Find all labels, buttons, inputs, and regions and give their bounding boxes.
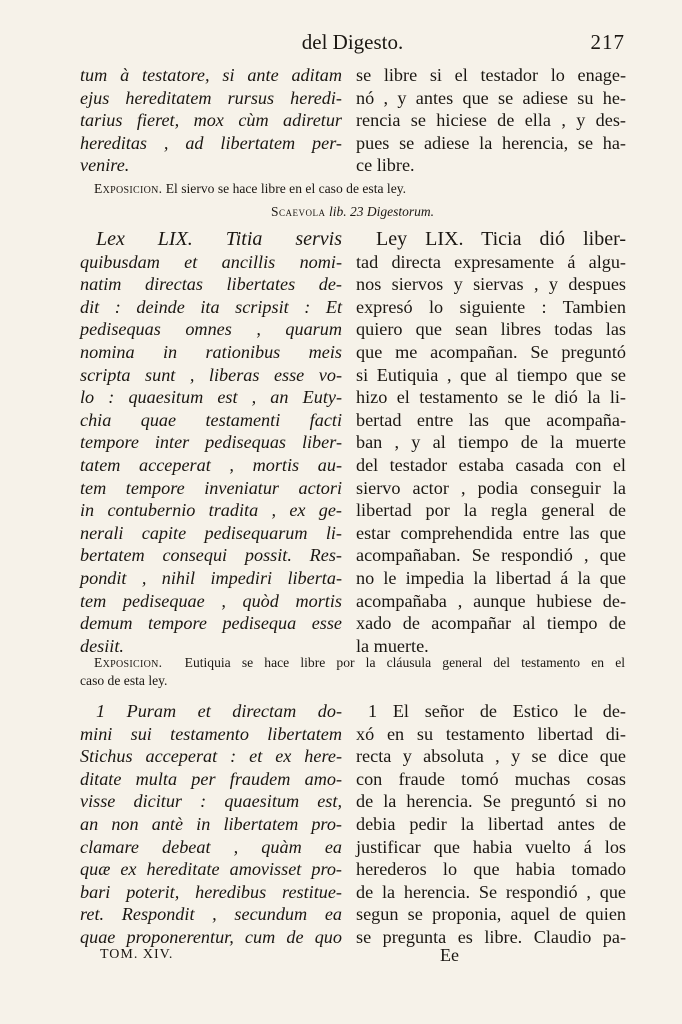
latin-line: nomina in rationibus meis (80, 341, 342, 362)
spanish-line: recta y absoluta , y se dice que (356, 746, 626, 767)
spanish-line: pues se adiese la herencia, se ha- (356, 132, 626, 153)
source-ref: lib. 23 (328, 204, 364, 219)
spanish-line: con fraude tomó muchas cosas (356, 768, 626, 789)
spanish-column-paragraph-1 (356, 700, 626, 949)
latin-line: ditate multa per fraudem amo- (80, 768, 342, 789)
latin-line: ejus hereditatem rursus heredi- (80, 87, 342, 108)
spanish-line: tad directa expresamente á algu- (356, 251, 626, 272)
spanish-line: estar comprehendida entre las que (356, 522, 626, 543)
spanish-line: la muerte. (356, 635, 429, 656)
exposicion-text-continued: caso de esta ley. (80, 673, 168, 688)
page-number: 217 (590, 30, 625, 54)
latin-line: natim directas libertates de- (80, 274, 342, 295)
exposicion-text: Eutiquia se hace libre por la cláusula general del testamento en el (184, 655, 626, 670)
signature-mark: Ee (440, 945, 459, 965)
exposicion-line (80, 654, 625, 672)
latin-line: lo : quaesitum est , an Euty- (80, 387, 342, 408)
latin-line: tatem acceperat , mortis au- (80, 454, 342, 475)
latin-line: Lex LIX. Titia servis (96, 228, 342, 250)
latin-line: pedisequas omnes , quarum (80, 319, 342, 340)
latin-line: bari poterit, heredibus restitue- (80, 881, 342, 902)
exposicion-text: El siervo se hace libre en el caso de esta ley. (165, 181, 407, 196)
spanish-line: debia pedir la libertad antes de (356, 813, 626, 834)
spanish-line: bertad entre las que acompaña- (356, 409, 626, 430)
source-citation (80, 204, 625, 220)
latin-line: pondit , nihil impediri liberta- (80, 567, 342, 588)
spanish-line: no le impedia la libertad á la que (356, 567, 626, 588)
spanish-line: Ley LIX. Ticia dió liber- (376, 228, 626, 250)
spanish-line: acompañaba , aunque hubiese de- (356, 590, 626, 611)
latin-line: visse dicitur : quaesitum est, (80, 791, 342, 812)
spanish-line: hizo el testamento se le dió la li- (356, 387, 626, 408)
latin-line: mini sui testamento libertatem (80, 723, 342, 744)
spanish-line: si Eutiquia , que al tiempo que se (356, 364, 626, 385)
latin-line: demum tempore pedisequa esse (80, 613, 342, 634)
spanish-line: que me acompañan. Se preguntó (356, 341, 626, 362)
exposicion-label: Exposicion. (94, 181, 163, 196)
spanish-line: se libre si el testador lo enage- (356, 65, 626, 85)
spanish-line: xó en su testamento libertad di- (356, 723, 626, 744)
spanish-column-ley-59 (356, 228, 626, 657)
latin-column-paragraph-1 (80, 700, 342, 949)
spanish-line: del testador estaba casada con el (356, 454, 626, 475)
latin-line: tum à testatore, si ante aditam (80, 65, 342, 85)
latin-line: an non antè in libertatem pro- (80, 813, 342, 834)
exposicion-note-1 (80, 180, 639, 198)
spanish-line: nó , y antes que se adiese su he- (356, 87, 626, 108)
latin-line: dit : deinde ita scripsit : Et (80, 296, 342, 317)
spanish-column-block1 (356, 64, 626, 177)
spanish-line: quiero que sean libres todas las (356, 319, 626, 340)
running-header (80, 30, 625, 58)
latin-line: Stichus acceperat : et ex here- (80, 746, 342, 767)
source-work: Digestorum. (366, 204, 434, 219)
exposicion-note-2 (80, 654, 625, 690)
latin-line: venire. (80, 155, 130, 176)
spanish-line: se pregunta es libre. Claudio pa- (356, 926, 626, 947)
running-title: del Digesto. (301, 30, 404, 54)
latin-line: quibusdam et ancillis nomi- (80, 251, 342, 272)
spanish-line: xado de acompañar al tiempo de (356, 613, 626, 634)
latin-line: desiit. (80, 635, 124, 656)
exposicion-label: Exposicion. (94, 655, 163, 670)
latin-line: quæ ex hereditate amovisset pro- (80, 859, 342, 880)
spanish-line: siervo actor , podia conseguir la (356, 477, 626, 498)
latin-column-lex-59 (80, 228, 342, 657)
spanish-line: ce libre. (356, 155, 415, 176)
latin-line: quae proponerentur, cum de quo (80, 926, 342, 947)
latin-line: tempore inter pedisequas liber- (80, 432, 342, 453)
spanish-line: 1 El señor de Estico le de- (368, 701, 626, 721)
latin-line: scripta sunt , liberas esse vo- (80, 364, 342, 385)
latin-line: in contubernio tradita , ex ge- (80, 500, 342, 521)
latin-column-block1 (80, 64, 342, 177)
spanish-line: herederos lo que habia tomado (356, 859, 626, 880)
spanish-line: libertad por la regla general de (356, 500, 626, 521)
spanish-line: nos siervos y siervas , y despues (356, 274, 626, 295)
volume-mark: TOM. XIV. (100, 947, 174, 962)
latin-line: tem pedisequae , quòd mortis (80, 590, 342, 611)
latin-line: tem tempore inveniatur actori (80, 477, 342, 498)
spanish-line: ban , y al tiempo de la muerte (356, 432, 626, 453)
latin-line: hereditas , ad libertatem per- (80, 132, 342, 153)
latin-line: tarius fieret, mox cùm adiretur (80, 110, 342, 131)
source-author: Scaevola (271, 204, 326, 219)
spanish-line: de la herencia. Se preguntó si no (356, 791, 626, 812)
latin-line: clamare debeat , quàm ea (80, 836, 342, 857)
spanish-line: de la herencia. Se respondió , que (356, 881, 626, 902)
spanish-line: acompañaban. Se respondió , que (356, 545, 626, 566)
spanish-line: justificar que habia vuelto á los (356, 836, 626, 857)
spanish-line: expresó lo siguiente : Tambien (356, 296, 626, 317)
latin-line: 1 Puram et directam do- (96, 701, 342, 721)
spanish-line: rencia se hiciese de ella , y des- (356, 110, 626, 131)
spanish-line: segun se proponia, aquel de quien (356, 904, 626, 925)
latin-line: ret. Respondit , secundum ea (80, 904, 342, 925)
latin-line: nerali capite pedisequarum li- (80, 522, 342, 543)
latin-line: chia quae testamenti facti (80, 409, 342, 430)
latin-line: bertatem consequi possit. Res- (80, 545, 342, 566)
